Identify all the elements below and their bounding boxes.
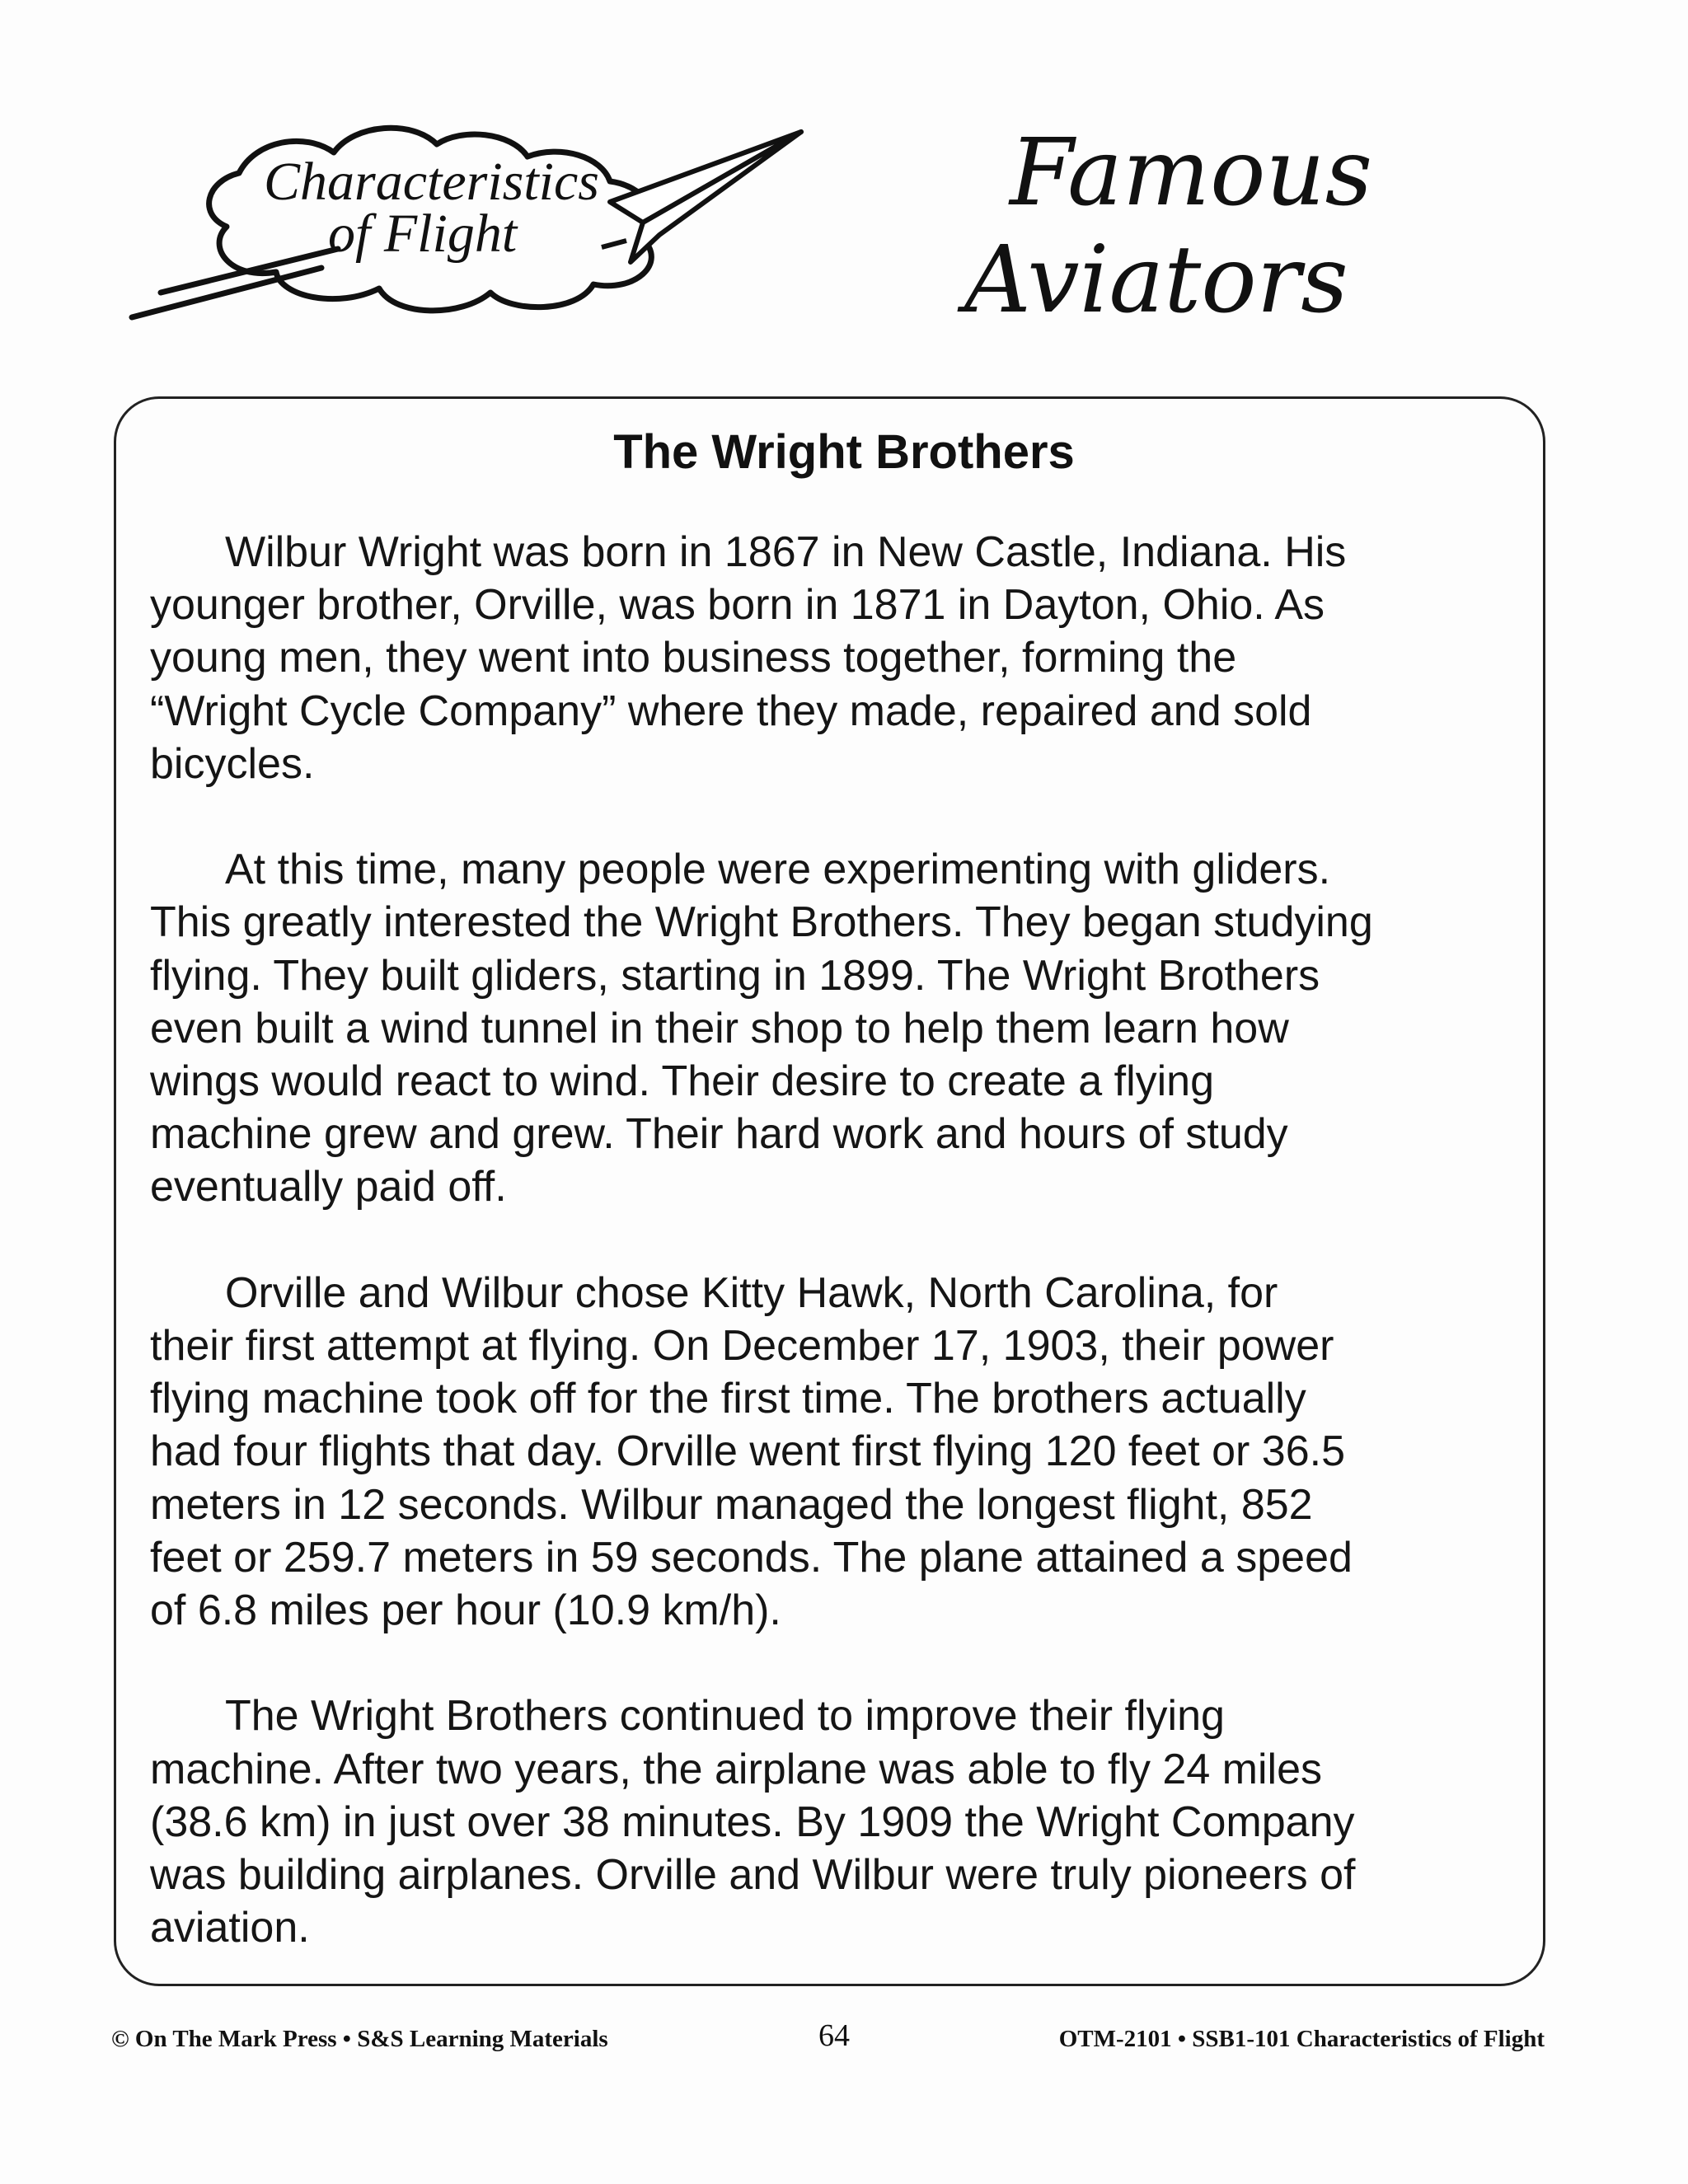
logo-text-line1: Characteristics: [264, 152, 599, 212]
paragraph-line: flying. They built gliders, starting in 1899. The Wright Brothers: [150, 951, 1320, 1000]
page-number: 64: [818, 2018, 850, 2053]
article-body: [150, 526, 1373, 2008]
article-paragraph: [150, 526, 1373, 790]
paragraph-line: bicycles.: [150, 739, 315, 788]
paragraph-line: even built a wind tunnel in their shop to help them learn how: [150, 1004, 1289, 1052]
paragraph-line: young men, they went into business together, forming the: [150, 634, 1237, 682]
paragraph-line: aviation.: [150, 1904, 310, 1952]
paragraph-line: (38.6 km) in just over 38 minutes. By 1909 the Wright Company: [150, 1797, 1355, 1846]
footer-copyright: © On The Mark Press • S&S Learning Materials: [111, 2026, 608, 2052]
article-heading: The Wright Brothers: [613, 425, 1075, 479]
article-paragraph: [150, 1690, 1373, 1954]
paragraph-line: flying machine took off for the first time. The brothers actually: [150, 1375, 1306, 1423]
paragraph-line: eventually paid off.: [150, 1163, 507, 1212]
paragraph-line: was building airplanes. Orville and Wilbur were truly pioneers of: [150, 1851, 1356, 1900]
article-paragraph: [150, 843, 1373, 1213]
paragraph-line: wings would react to wind. Their desire to create a flying: [150, 1057, 1215, 1106]
paragraph-line: meters in 12 seconds. Wilbur managed the longest flight, 852: [150, 1480, 1313, 1529]
paragraph-line: “Wright Cycle Company” where they made, repaired and sold: [150, 687, 1312, 735]
paragraph-line: machine grew and grew. Their hard work and hours of study: [150, 1110, 1288, 1159]
paragraph-line: younger brother, Orville, was born in 1871 in Dayton, Ohio. As: [150, 581, 1325, 630]
paragraph-line: machine. After two years, the airplane was able to fly 24 miles: [150, 1745, 1323, 1793]
characteristics-of-flight-logo: [115, 115, 816, 321]
page-title-line1: Famous: [1010, 120, 1373, 227]
article-paragraph: [150, 1267, 1373, 1637]
paragraph-line: had four flights that day. Orville went first flying 120 feet or 36.5: [150, 1427, 1346, 1476]
paragraph-line: This greatly interested the Wright Brothers. They began studying: [150, 898, 1373, 947]
page-title-line2: Aviators: [964, 227, 1348, 334]
paper-airplane-icon: [602, 132, 801, 262]
logo-text-line2: of Flight: [328, 204, 518, 264]
page-title: [964, 120, 1373, 334]
paragraph-line: feet or 259.7 meters in 59 seconds. The plane attained a speed: [150, 1533, 1353, 1582]
paragraph-line: The Wright Brothers continued to improve their flying: [225, 1692, 1225, 1741]
paragraph-line: At this time, many people were experimenting with gliders.: [225, 846, 1331, 894]
footer-product-code: OTM-2101 • SSB1-101 Characteristics of Flight: [1058, 2026, 1545, 2052]
paragraph-line: of 6.8 miles per hour (10.9 km/h).: [150, 1586, 781, 1635]
paragraph-line: Orville and Wilbur chose Kitty Hawk, North Carolina, for: [225, 1268, 1278, 1317]
paragraph-line: Wilbur Wright was born in 1867 in New Castle, Indiana. His: [225, 528, 1347, 576]
paragraph-line: their first attempt at flying. On December 17, 1903, their power: [150, 1322, 1334, 1371]
